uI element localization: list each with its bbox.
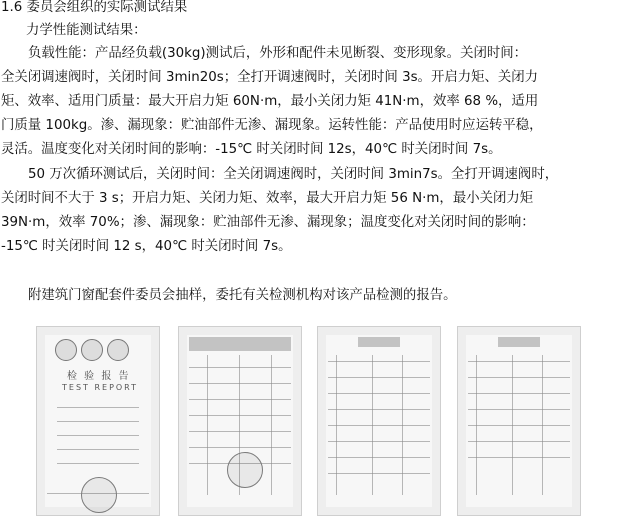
subheading: 力学性能测试结果： — [26, 23, 147, 38]
table-row — [468, 377, 570, 378]
table-row — [328, 457, 430, 458]
certification-logo-icon — [55, 339, 77, 361]
table-row — [328, 377, 430, 378]
field-line — [57, 407, 139, 408]
paragraph-line: 全关闭调速阀时，关闭时间 3min20s；全打开调速阀时，关闭时间 3s。开启力矩、关闭力 — [1, 70, 539, 85]
table-column — [271, 355, 272, 495]
paragraph-line: -15℃ 时关闭时间 12 s，40℃ 时关闭时间 7s。 — [1, 239, 292, 254]
closing-line: 附建筑门窗配套件委员会抽样，委托有关检测机构对该产品检测的报告。 — [28, 288, 457, 303]
table-row — [468, 361, 570, 362]
report-page-photo — [457, 326, 581, 516]
table-row — [328, 393, 430, 394]
report-page-header — [498, 337, 540, 347]
paragraph-line: 39N·m，效率 70%；渗、漏现象：贮油部件无渗、漏现象；温度变化对关闭时间的影响： — [1, 215, 535, 230]
table-row — [468, 457, 570, 458]
report-photos — [36, 326, 621, 516]
table-row — [189, 399, 291, 400]
table-row — [328, 473, 430, 474]
report-stamp — [81, 477, 117, 513]
paragraph-line: 矩、效率、适用门质量：最大开启力矩 60N·m，最小关闭力矩 41N·m，效率 68 %，适用 — [1, 94, 539, 109]
field-line — [57, 463, 139, 464]
report-cover-photo — [36, 326, 160, 516]
table-row — [328, 409, 430, 410]
table-row — [189, 383, 291, 384]
table-row — [468, 409, 570, 410]
table-column — [207, 355, 208, 495]
ca-logo-icon — [81, 339, 103, 361]
report-subtitle: TEST REPORT — [62, 383, 139, 392]
table-row — [328, 441, 430, 442]
field-line — [57, 435, 139, 436]
table-row — [189, 415, 291, 416]
report-page-photo — [317, 326, 441, 516]
section-heading: 1.6 委员会组织的实际测试结果 — [1, 0, 188, 15]
paragraph-line: 50 万次循环测试后，关闭时间：全关闭调速阀时，关闭时间 3min7s。全打开调速阀时， — [28, 167, 559, 182]
cma-logo-icon — [107, 339, 129, 361]
table-row — [189, 367, 291, 368]
report-page-header — [189, 337, 291, 351]
report-title: 检 验 报 告 — [67, 371, 131, 382]
table-row — [468, 425, 570, 426]
paragraph-line: 门质量 100kg。渗、漏现象：贮油部件无渗、漏现象。运转性能：产品使用时应运转平稳， — [1, 118, 543, 133]
field-line — [57, 449, 139, 450]
report-stamp — [227, 452, 263, 488]
field-line — [57, 421, 139, 422]
table-row — [189, 431, 291, 432]
paragraph-line: 灵活。温度变化对关闭时间的影响：-15℃ 时关闭时间 12s，40℃ 时关闭时间 7s。 — [1, 142, 502, 157]
paragraph-line: 关闭时间不大于 3 s；开启力矩、关闭力矩、效率，最大开启力矩 56 N·m，最小关闭力矩 — [1, 191, 534, 206]
table-row — [468, 393, 570, 394]
report-page-photo — [178, 326, 302, 516]
table-row — [468, 441, 570, 442]
table-row — [328, 361, 430, 362]
table-row — [189, 447, 291, 448]
report-page-header — [358, 337, 400, 347]
table-row — [328, 425, 430, 426]
paragraph-line: 负载性能：产品经负载(30kg)测试后，外形和配件未见断裂、变形现象。关闭时间： — [28, 46, 528, 61]
